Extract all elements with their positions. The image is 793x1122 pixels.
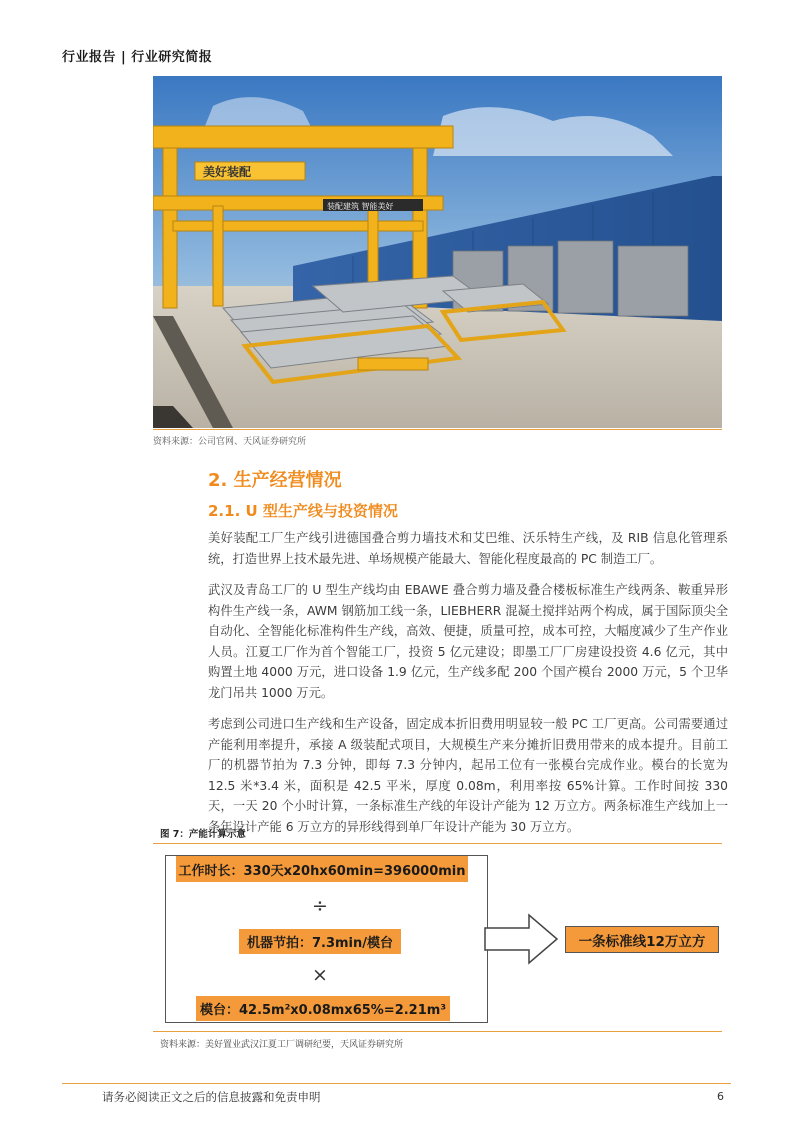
crane-sign-left: 美好装配 <box>203 165 252 179</box>
paragraph: 武汉及青岛工厂的 U 型生产线均由 EBAWE 叠合剪力墙及叠合楼板标准生产线两条、鞍重异形构件生产线一条，AWM 钢筋加工线一条，LIEBHERR 混凝土搅拌站两个构成，属于国际顶尖全自动化、全智能化标准构件生产线，高效、便捷，质量可控，成本可控，大幅度减少了生产作业人员。江夏工厂作为首个智能工厂，投资 5 亿元建设；即墨工厂厂房建设投资 4.6 亿元，其中购置土地 4000 万元，进口设备 1.9 亿元，生产线多配 200 个国产模台 2000 万元，5 个卫华龙门吊共 1000 万元。 <box>208 583 728 700</box>
result-box: 一条标准线12万立方 <box>565 926 719 953</box>
right-arrow-icon <box>483 913 559 965</box>
factory-photo <box>153 76 722 428</box>
figure-bottom-rule <box>153 1031 722 1032</box>
figure-top-rule <box>153 843 722 844</box>
page-number: 6 <box>717 1090 724 1103</box>
paragraph: 美好装配工厂生产线引进德国叠合剪力墙技术和艾巴维、沃乐特生产线，及 RIB 信息化管理系统，打造世界上技术最先进、单场规模产能最大、智能化程度最高的 PC 制造工厂。 <box>208 531 728 566</box>
divide-symbol: ÷ <box>312 895 328 917</box>
work-time-box: 工作时长：330天x20hx60min=396000min <box>176 856 468 882</box>
section-subheading: 2.1. U 型生产线与投资情况 <box>208 502 398 520</box>
figure-source: 资料来源：美好置业武汉江夏工厂调研纪要，天风证券研究所 <box>160 1040 404 1050</box>
photo-source: 资料来源：公司官网、天风证券研究所 <box>153 437 307 447</box>
report-header-title: 行业报告 | 行业研究简报 <box>62 50 213 65</box>
crane-sign-right: 装配建筑 智能美好 <box>327 202 394 211</box>
footer-rule <box>62 1083 731 1084</box>
figure-title: 图 7：产能计算示意 <box>160 829 246 840</box>
multiply-symbol: × <box>312 964 328 986</box>
paragraph: 考虑到公司进口生产线和生产设备，固定成本折旧费用明显较一般 PC 工厂更高。公司需要通过产能利用率提升，承接 A 级装配式项目，大规模生产来分摊折旧费用带来的成本提升。目前工厂的机器节拍为 7.3 分钟，即每 7.3 分钟内，起吊工位有一张模台完成作业。模台的长宽为 12.5 米*3.4 米，面积是 42.5 平米，厚度 0.08m，利用率按 65%计算。工作时间按 330 天，一天 20 个小时计算，一条标准生产线的年设计产能为 12 万立方。两条标准生产线加上一条年设计产能 6 万立方的异形线得到单厂年设计产能为 30 万立方。 <box>208 717 728 834</box>
machine-cycle-box: 机器节拍：7.3min/模台 <box>239 929 401 954</box>
photo-bottom-rule <box>153 429 722 430</box>
pallet-volume-box: 模台：42.5m²x0.08mx65%=2.21m³ <box>196 996 450 1021</box>
footer-disclaimer: 请务必阅读正文之后的信息披露和免责申明 <box>102 1090 321 1104</box>
section-heading: 2. 生产经营情况 <box>208 470 342 491</box>
